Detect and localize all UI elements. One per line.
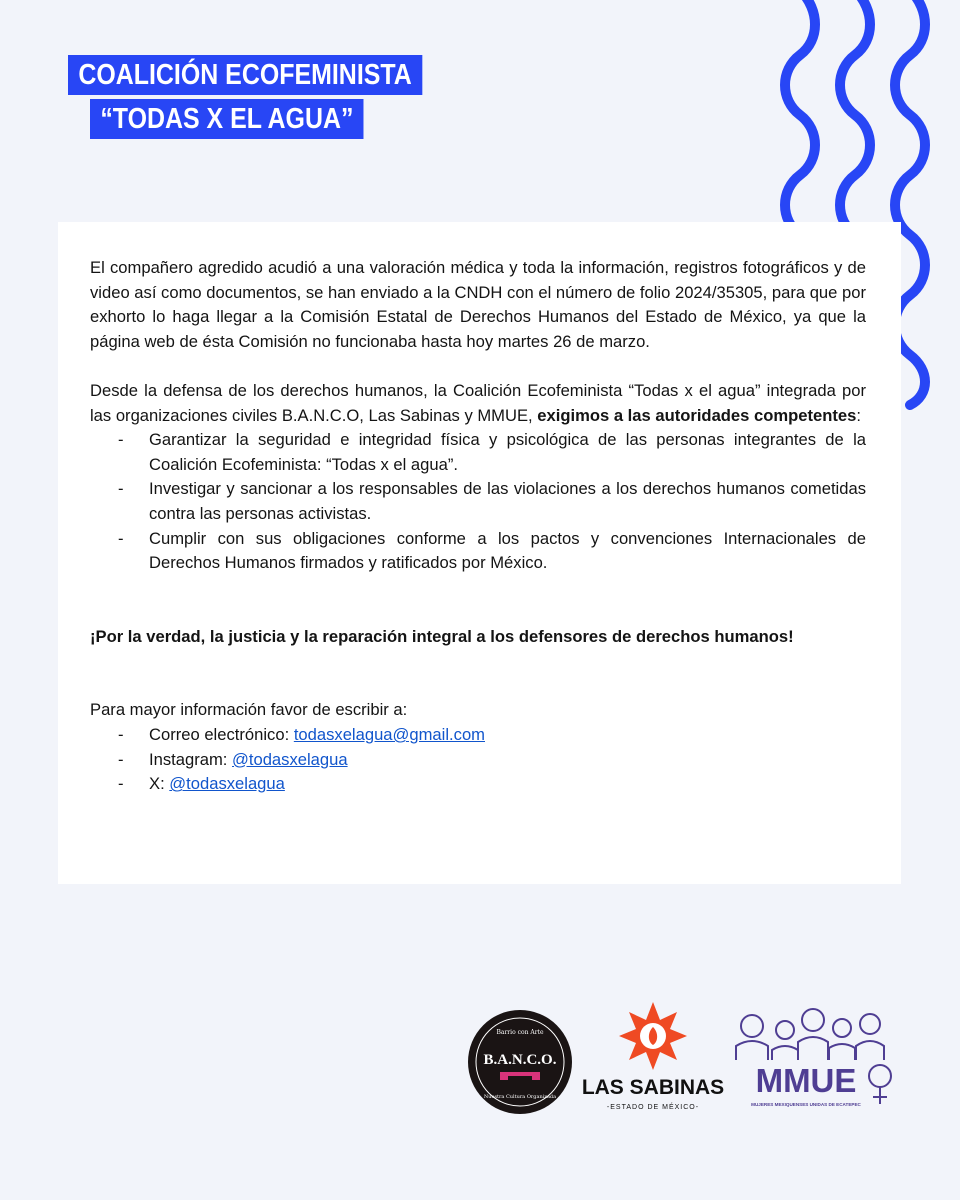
x-link[interactable]: @todasxelagua	[169, 774, 285, 794]
demand-text: Investigar y sancionar a los responsables de las violaciones a los derechos humanos cometidas contra las personas activistas.	[149, 479, 866, 523]
demand-text: Cumplir con sus obligaciones conforme a los pactos y convenciones Internacionales de Derechos Humanos firmados y ratificados por México.	[149, 528, 866, 573]
title-line-2: “TODAS X EL AGUA”	[90, 99, 364, 139]
paragraph-coalition-bold: exigimos a las autoridades competentes	[537, 405, 857, 425]
bullet-dash: -	[118, 528, 124, 548]
women-group-icon	[736, 1009, 884, 1060]
contact-label: Instagram:	[149, 749, 233, 769]
paragraph-coalition-text: Desde la defensa de los derechos humanos, la Coalición Ecofeminista “Todas x el agua” integrada por las organizaciones civiles B.A.N.C.O, Las Sabinas y MMUE,	[90, 380, 866, 425]
bullet-dash: -	[118, 479, 124, 499]
email-link[interactable]: todasxelagua@gmail.com	[293, 724, 485, 744]
venus-icon	[869, 1065, 891, 1087]
paragraph-coalition-colon: :	[856, 405, 861, 425]
bullet-dash: -	[118, 774, 124, 794]
banco-bottom-text: Nuestra Cultura Organizada	[483, 1094, 557, 1100]
banco-top-text: Barrio con Arte	[496, 1029, 544, 1036]
banco-logo	[468, 1010, 572, 1114]
sabinas-logo	[582, 1002, 724, 1111]
bullet-dash: -	[118, 724, 124, 744]
paragraph-medical: El compañero agredido acudió a una valoración médica y toda la información, registros fotográficos y de video así como documentos, se han enviado a la CNDH con el número de folio 2024/35305, para que por exhorto lo haga llegar a la Comisión Estatal de Derechos Humanos del Estado de México, ya que la página web de ésta Comisión no funcionaba hasta hoy martes 26 de marzo.	[90, 258, 866, 351]
demand-text: Garantizar la seguridad e integridad física y psicológica de las personas integrantes de la Coalición Ecofeminista: “Todas x el agua”.	[149, 430, 866, 474]
mmue-logo-sub: MUJERES MEXIQUENSES UNIDAS DE ECATEPEC	[751, 1102, 861, 1107]
instagram-link[interactable]: @todasxelagua	[232, 749, 348, 769]
contact-label: Correo electrónico:	[149, 724, 294, 744]
sun-icon	[619, 1002, 687, 1070]
closing-slogan: ¡Por la verdad, la justicia y la reparación integral a los defensores de derechos humanos!	[90, 626, 794, 646]
sabinas-logo-name: LAS SABINAS	[581, 1076, 725, 1099]
bullet-dash: -	[118, 749, 124, 769]
contact-label: X:	[149, 774, 170, 794]
bullet-dash: -	[118, 430, 124, 450]
sabinas-logo-sub: -ESTADO DE MÉXICO-	[606, 1104, 700, 1111]
mmue-logo-name: MMUE	[755, 1062, 857, 1099]
banco-logo-name: B.A.N.C.O.	[483, 1052, 557, 1068]
contact-intro: Para mayor información favor de escribir a:	[90, 700, 408, 720]
title-line-1: COALICIÓN ECOFEMINISTA	[68, 55, 422, 95]
